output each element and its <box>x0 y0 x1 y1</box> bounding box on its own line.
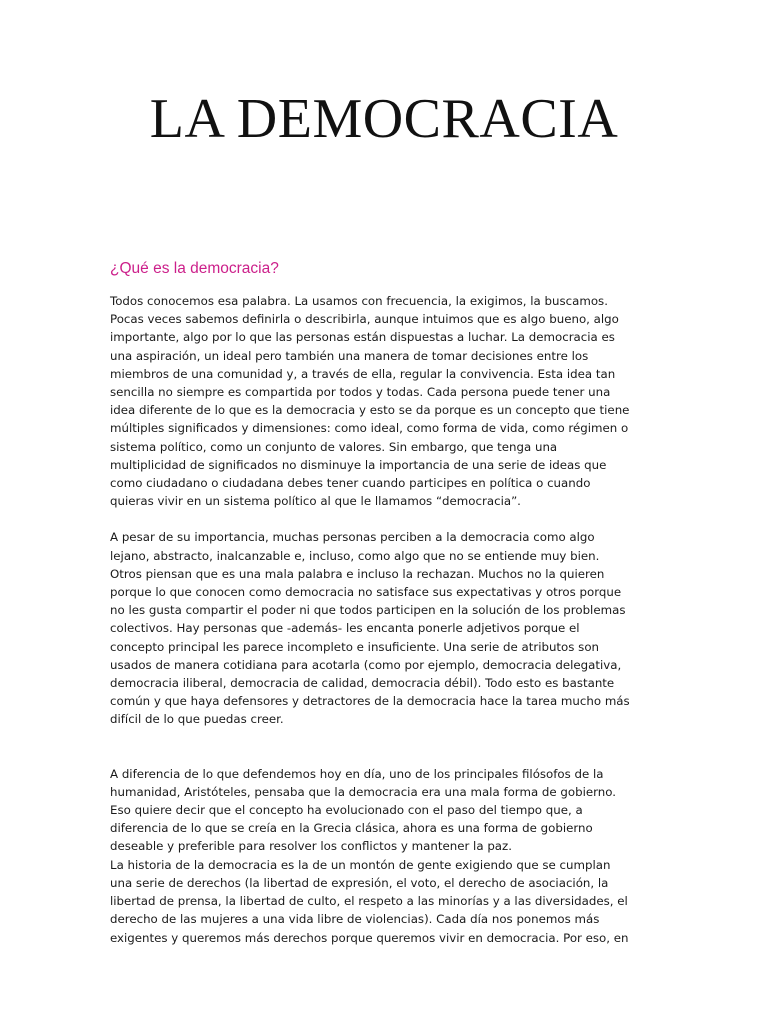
text-line: multiplicidad de significados no disminuye la importancia de una serie de ideas que <box>110 457 607 472</box>
text-line: concepto principal les parece incompleto e insuficiente. Una serie de atributos son <box>110 639 600 654</box>
text-line: no les gusta compartir el poder ni que todos participen en la solución de los problemas <box>110 603 626 618</box>
paragraph-3 <box>110 765 666 856</box>
text-line: múltiples significados y dimensiones: como ideal, como forma de vida, como régimen o <box>110 421 629 436</box>
paragraph-4 <box>110 856 666 947</box>
text-line: diferencia de lo que se creía en la Grecia clásica, ahora es una forma de gobierno <box>110 821 593 836</box>
text-line: A diferencia de lo que defendemos hoy en día, uno de los principales filósofos de la <box>110 766 604 781</box>
document-title: LA DEMOCRACIA <box>149 88 619 150</box>
text-line: Otros piensan que es una mala palabra e incluso la rechazan. Muchos no la quieren <box>110 566 605 581</box>
text-line: colectivos. Hay personas que -además- les encanta ponerle adjetivos porque el <box>110 621 580 636</box>
text-line: idea diferente de lo que es la democracia y esto se da porque es un concepto que tiene <box>110 403 630 418</box>
text-line: A pesar de su importancia, muchas personas perciben a la democracia como algo <box>110 530 595 545</box>
text-line: común y que haya defensores y detractores de la democracia hace la tarea mucho más <box>110 694 630 709</box>
section-heading: ¿Qué es la democracia? <box>110 260 279 277</box>
text-line: miembros de una comunidad y, a través de ella, regular la convivencia. Esta idea tan <box>110 366 616 381</box>
text-line: sencilla no siempre es compartida por todos y todas. Cada persona puede tener una <box>110 385 611 400</box>
paragraph-spacer <box>110 510 666 528</box>
paragraph-spacer <box>110 729 666 765</box>
text-line: sistema político, como un conjunto de valores. Sin embargo, que tenga una <box>110 439 558 454</box>
text-line: humanidad, Aristóteles, pensaba que la democracia era una mala forma de gobierno. <box>110 784 617 799</box>
text-line: Eso quiere decir que el concepto ha evolucionado con el paso del tiempo que, a <box>110 803 583 818</box>
text-line: deseable y preferible para resolver los conflictos y mantener la paz. <box>110 839 512 854</box>
paragraph-2 <box>110 528 666 728</box>
text-line: una serie de derechos (la libertad de expresión, el voto, el derecho de asociación, la <box>110 875 609 890</box>
text-line: libertad de prensa, la libertad de culto, el respeto a las minorías y a las diversidades, el <box>110 894 628 909</box>
document-body <box>110 292 666 947</box>
text-line: una aspiración, un ideal pero también una manera de tomar decisiones entre los <box>110 348 589 363</box>
text-line: democracia iliberal, democracia de calidad, democracia débil). Todo esto es bastante <box>110 676 615 691</box>
paragraph-1 <box>110 292 666 510</box>
text-line: como ciudadano o ciudadana debes tener cuando participes en política o cuando <box>110 476 591 491</box>
text-line: difícil de lo que puedas creer. <box>110 712 284 727</box>
text-line: importante, algo por lo que las personas están dispuestas a luchar. La democracia es <box>110 330 615 345</box>
text-line: lejano, abstracto, inalcanzable e, incluso, como algo que no se entiende muy bien. <box>110 548 600 563</box>
text-line: Pocas veces sabemos definirla o describirla, aunque intuimos que es algo bueno, algo <box>110 312 619 327</box>
text-line: derecho de las mujeres a una vida libre de violencias). Cada día nos ponemos más <box>110 912 600 927</box>
text-line: porque lo que conocen como democracia no satisface sus expectativas y otros porque <box>110 585 622 600</box>
text-line: quieras vivir en un sistema político al que le llamamos “democracia”. <box>110 494 521 509</box>
text-line: exigentes y queremos más derechos porque queremos vivir en democracia. Por eso, en <box>110 930 629 945</box>
text-line: usados de manera cotidiana para acotarla (como por ejemplo, democracia delegativa, <box>110 657 622 672</box>
text-line: La historia de la democracia es la de un montón de gente exigiendo que se cumplan <box>110 857 611 872</box>
text-line: Todos conocemos esa palabra. La usamos con frecuencia, la exigimos, la buscamos. <box>110 294 608 308</box>
